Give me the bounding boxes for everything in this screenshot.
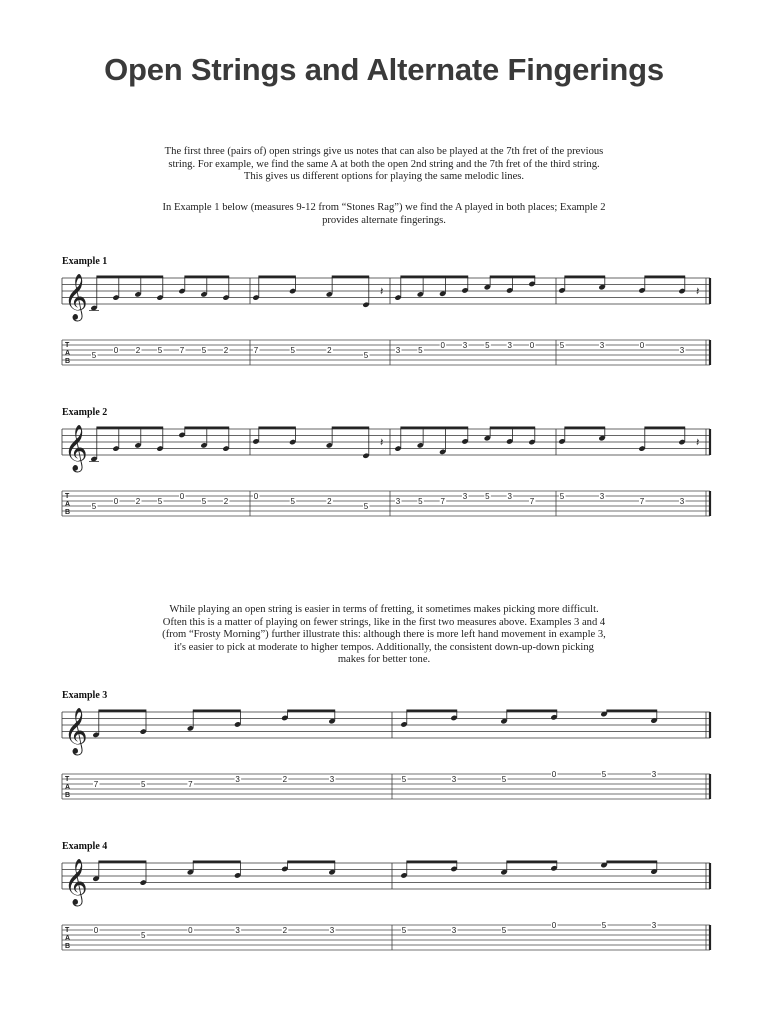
fret-number: 5 bbox=[601, 770, 607, 779]
fret-number: 3 bbox=[599, 341, 605, 350]
fret-number: 2 bbox=[327, 497, 332, 506]
quarter-rest-icon: 𝄽 bbox=[380, 284, 384, 298]
example-4-label: Example 4 bbox=[62, 841, 108, 852]
note-beam bbox=[490, 427, 535, 429]
treble-clef-icon: 𝄞 bbox=[64, 859, 88, 905]
note-beam bbox=[606, 861, 657, 863]
tab-clef-letter: B bbox=[65, 792, 71, 799]
fret-number: 5 bbox=[485, 341, 490, 350]
fret-number: 7 bbox=[179, 346, 185, 355]
note-beam bbox=[400, 427, 468, 429]
fret-number: 3 bbox=[451, 926, 457, 935]
fret-number: 0 bbox=[551, 921, 557, 930]
tab-clef-letter: A bbox=[65, 784, 71, 791]
example-1-notation bbox=[0, 262, 768, 372]
fret-number: 5 bbox=[418, 497, 423, 506]
music-staff bbox=[62, 859, 710, 907]
intro-paragraph-1 bbox=[100, 146, 668, 184]
tab-clef-letter: A bbox=[65, 935, 71, 942]
note-beam bbox=[332, 276, 369, 278]
note-beam bbox=[606, 710, 657, 712]
fret-number: 0 bbox=[253, 492, 259, 501]
note-beam bbox=[506, 861, 557, 863]
tab-clef-letter: B bbox=[65, 509, 71, 516]
music-notes bbox=[89, 276, 699, 312]
quarter-rest-icon: 𝄽 bbox=[696, 284, 700, 298]
fret-number: 2 bbox=[135, 346, 141, 355]
fret-number: 5 bbox=[290, 497, 295, 506]
fret-number: 5 bbox=[401, 775, 407, 784]
fret-number: 5 bbox=[140, 780, 146, 789]
fret-number: 5 bbox=[91, 351, 97, 360]
fret-number: 5 bbox=[201, 346, 207, 355]
music-staff bbox=[62, 708, 710, 756]
fret-number: 5 bbox=[559, 492, 565, 501]
example-3-notation bbox=[0, 696, 768, 806]
fret-number: 7 bbox=[440, 497, 445, 506]
fret-number: 5 bbox=[485, 492, 490, 501]
text-line: provides alternate fingerings. bbox=[322, 214, 446, 226]
fret-number: 5 bbox=[91, 502, 97, 511]
note-beam bbox=[258, 276, 295, 278]
example-3-label: Example 3 bbox=[62, 690, 108, 701]
text-line: In Example 1 below (measures 9-12 from “Stones Rag”) we find the A played in both places; Example 2 bbox=[162, 202, 606, 213]
fret-number: 0 bbox=[113, 346, 119, 355]
tab-clef-letter: T bbox=[65, 927, 70, 934]
fret-number: 5 bbox=[401, 926, 407, 935]
fret-number: 3 bbox=[235, 775, 240, 784]
quarter-rest-icon: 𝄽 bbox=[380, 435, 384, 449]
fret-number: 0 bbox=[529, 341, 535, 350]
treble-clef-icon: 𝄞 bbox=[64, 425, 88, 471]
fret-number: 3 bbox=[462, 492, 468, 501]
fret-number: 0 bbox=[639, 341, 645, 350]
note-beam bbox=[96, 276, 163, 278]
note-beam bbox=[490, 276, 535, 278]
fret-number: 7 bbox=[529, 497, 535, 506]
fret-number: 3 bbox=[507, 341, 512, 350]
fret-number: 5 bbox=[363, 502, 369, 511]
fret-number: 3 bbox=[651, 921, 657, 930]
tab-fret-numbers bbox=[91, 492, 686, 511]
fret-number: 7 bbox=[639, 497, 645, 506]
fret-number: 3 bbox=[329, 775, 335, 784]
fret-number: 3 bbox=[329, 926, 335, 935]
fret-number: 3 bbox=[679, 346, 685, 355]
note-beam bbox=[193, 710, 241, 712]
tab-clef-letter: A bbox=[65, 350, 71, 357]
tab-clef-letter: T bbox=[65, 342, 70, 349]
text-line: Often this is a matter of playing on fewer strings, like in the first two measures above. Examples 3 and 4 bbox=[162, 616, 606, 628]
note-beam bbox=[406, 710, 457, 712]
fret-number: 5 bbox=[559, 341, 565, 350]
fret-number: 3 bbox=[451, 775, 457, 784]
fret-number: 2 bbox=[135, 497, 141, 506]
example-1-label: Example 1 bbox=[62, 256, 108, 267]
note-beam bbox=[258, 427, 295, 429]
fret-number: 5 bbox=[418, 346, 423, 355]
fret-number: 7 bbox=[93, 780, 99, 789]
tab-clef-letter: B bbox=[65, 358, 71, 365]
fret-number: 3 bbox=[235, 926, 240, 935]
middle-paragraph bbox=[100, 604, 668, 667]
fret-number: 0 bbox=[188, 926, 193, 935]
note-beam bbox=[287, 710, 335, 712]
fret-number: 0 bbox=[113, 497, 119, 506]
fret-number: 0 bbox=[551, 770, 557, 779]
fret-number: 2 bbox=[223, 497, 229, 506]
tab-staff bbox=[62, 774, 710, 799]
tab-clef-letter: A bbox=[65, 501, 71, 508]
note-beam bbox=[564, 427, 605, 429]
note-beam bbox=[184, 427, 229, 429]
note-beam bbox=[564, 276, 605, 278]
tab-clef-letter: T bbox=[65, 493, 70, 500]
tab-fret-numbers bbox=[93, 921, 658, 940]
tab-staff bbox=[62, 925, 710, 950]
fret-number: 7 bbox=[253, 346, 259, 355]
fret-number: 3 bbox=[462, 341, 468, 350]
quarter-rest-icon: 𝄽 bbox=[696, 435, 700, 449]
page-title: Open Strings and Alternate Fingerings bbox=[104, 52, 664, 87]
fret-number: 2 bbox=[327, 346, 332, 355]
text-line: string. For example, we find the same A at both the open 2nd string and the 7th fret of the third string. bbox=[168, 158, 600, 170]
intro-paragraph-2 bbox=[100, 202, 668, 227]
note-beam bbox=[193, 861, 241, 863]
fret-number: 3 bbox=[651, 770, 657, 779]
example-2-notation bbox=[0, 413, 768, 523]
fret-number: 3 bbox=[507, 492, 512, 501]
note-beam bbox=[287, 861, 335, 863]
text-line: it's easier to pick at moderate to higher tempos. Additionally, the consistent down-up-down picking bbox=[174, 641, 594, 653]
fret-number: 3 bbox=[395, 346, 401, 355]
fret-number: 3 bbox=[395, 497, 401, 506]
fret-number: 5 bbox=[157, 497, 163, 506]
fret-number: 2 bbox=[282, 926, 288, 935]
fret-number: 5 bbox=[157, 346, 163, 355]
fret-number: 7 bbox=[188, 780, 193, 789]
note-beam bbox=[98, 710, 146, 712]
fret-number: 5 bbox=[140, 931, 146, 940]
note-beam bbox=[332, 427, 369, 429]
fret-number: 0 bbox=[440, 341, 445, 350]
fret-number: 5 bbox=[501, 926, 507, 935]
music-notes bbox=[92, 861, 657, 886]
note-beam bbox=[644, 276, 685, 278]
fret-number: 5 bbox=[201, 497, 207, 506]
text-line: makes for better tone. bbox=[337, 654, 431, 666]
fret-number: 5 bbox=[501, 775, 507, 784]
note-beam bbox=[406, 861, 457, 863]
note-beam bbox=[98, 861, 146, 863]
tab-fret-numbers bbox=[91, 341, 686, 360]
fret-number: 5 bbox=[363, 351, 369, 360]
music-notes bbox=[89, 427, 699, 463]
note-beam bbox=[400, 276, 468, 278]
fret-number: 2 bbox=[223, 346, 229, 355]
note-beam bbox=[184, 276, 229, 278]
note-beam bbox=[96, 427, 163, 429]
note-beam bbox=[644, 427, 685, 429]
tab-fret-numbers bbox=[93, 770, 658, 789]
treble-clef-icon: 𝄞 bbox=[64, 274, 88, 320]
fret-number: 0 bbox=[93, 926, 99, 935]
text-line: The first three (pairs of) open strings give us notes that can also be played at the 7th fret of the previous bbox=[164, 146, 604, 157]
fret-number: 5 bbox=[290, 346, 295, 355]
tab-clef-letter: T bbox=[65, 776, 70, 783]
fret-number: 5 bbox=[601, 921, 607, 930]
tab-clef-letter: B bbox=[65, 943, 71, 950]
text-line: This gives us different options for playing the same melodic lines. bbox=[243, 171, 525, 183]
example-2-label: Example 2 bbox=[62, 407, 108, 418]
fret-number: 3 bbox=[599, 492, 605, 501]
example-4-notation bbox=[0, 847, 768, 957]
fret-number: 0 bbox=[179, 492, 185, 501]
music-notes bbox=[92, 710, 657, 739]
text-line: (from “Frosty Morning”) further illustrate this: although there is more left hand movement in example 3, bbox=[162, 629, 606, 641]
text-line: While playing an open string is easier in terms of fretting, it sometimes makes picking more difficult. bbox=[169, 604, 599, 615]
treble-clef-icon: 𝄞 bbox=[64, 708, 88, 754]
fret-number: 3 bbox=[679, 497, 685, 506]
note-beam bbox=[506, 710, 557, 712]
fret-number: 2 bbox=[282, 775, 288, 784]
